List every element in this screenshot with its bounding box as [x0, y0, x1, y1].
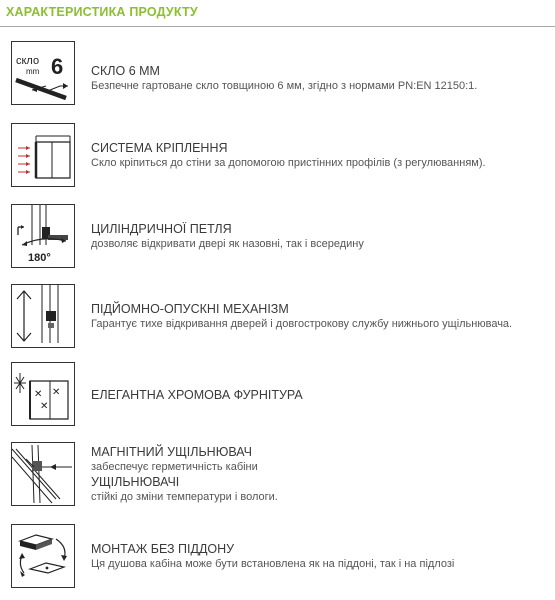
feature-desc: Скло кріпиться до стіни за допомогою пристінних профілів (з регулюванням). [91, 157, 486, 169]
feature-hinge [11, 204, 551, 268]
chrome-fittings-icon [11, 362, 75, 426]
mounting-system-icon [11, 123, 75, 187]
svg-text:✕: ✕ [40, 401, 49, 412]
feature-text [91, 141, 551, 171]
feature-desc: Безпечне гартоване скло товщиною 6 мм, згідно з нормами PN:EN 12150:1. [91, 80, 478, 92]
feature-lift [11, 284, 551, 348]
feature-text [91, 222, 551, 252]
feature-title: МОНТАЖ БЕЗ ПІДДОНУ [91, 542, 235, 556]
glass-label-text: скло [16, 55, 40, 67]
feature-text [91, 445, 551, 505]
section-title: ХАРАКТЕРИСТИКА ПРОДУКТУ [6, 5, 198, 19]
glass-6mm-icon [11, 41, 75, 105]
feature-desc: Ця душова кабіна може бути встановлена як на піддоні, так і на підлозі [91, 558, 455, 570]
hinge-angle-text: 180° [28, 252, 51, 264]
feature-desc: забеспечує герметичність кабіни [91, 461, 258, 473]
feature-chrome [11, 362, 551, 426]
cylinder-hinge-icon [11, 204, 75, 268]
lift-mechanism-icon [11, 284, 75, 348]
feature-glass [11, 41, 551, 105]
svg-text:✕: ✕ [52, 387, 61, 398]
feature-mounting [11, 123, 551, 187]
section-header [0, 0, 555, 27]
feature-subtitle: УЩІЛЬНЮВАЧІ [91, 475, 180, 489]
feature-title: МАГНІТНИЙ УЩІЛЬНЮВАЧ [91, 445, 252, 459]
feature-text [91, 388, 551, 403]
feature-title: СКЛО 6 ММ [91, 64, 160, 78]
feature-desc: Гарантує тихе відкривання дверей і довгострокову службу нижнього ущільнювача. [91, 318, 513, 330]
feature-title: СИСТЕМА КРІПЛЕННЯ [91, 141, 228, 155]
feature-desc: дозволяє відкривати двері як назовні, так і всередину [91, 238, 364, 250]
feature-desc-2: стійкі до зміни температури і вологи. [91, 491, 278, 503]
feature-no-tray [11, 524, 551, 588]
magnetic-seal-icon [11, 442, 75, 506]
feature-text [91, 542, 551, 572]
no-tray-install-icon [11, 524, 75, 588]
feature-title: ПІДЙОМНО-ОПУСКНІ МЕХАНІЗМ [91, 302, 289, 316]
svg-text:✕: ✕ [34, 389, 43, 400]
glass-number-text: 6 [51, 54, 64, 79]
glass-unit-text: mm [26, 67, 40, 76]
feature-seal [11, 442, 551, 506]
feature-text [91, 64, 551, 94]
feature-title: ЦИЛІНДРИЧНОЇ ПЕТЛЯ [91, 222, 232, 236]
feature-title: ЕЛЕГАНТНА ХРОМОВА ФУРНІТУРА [91, 388, 303, 402]
feature-text [91, 302, 551, 332]
